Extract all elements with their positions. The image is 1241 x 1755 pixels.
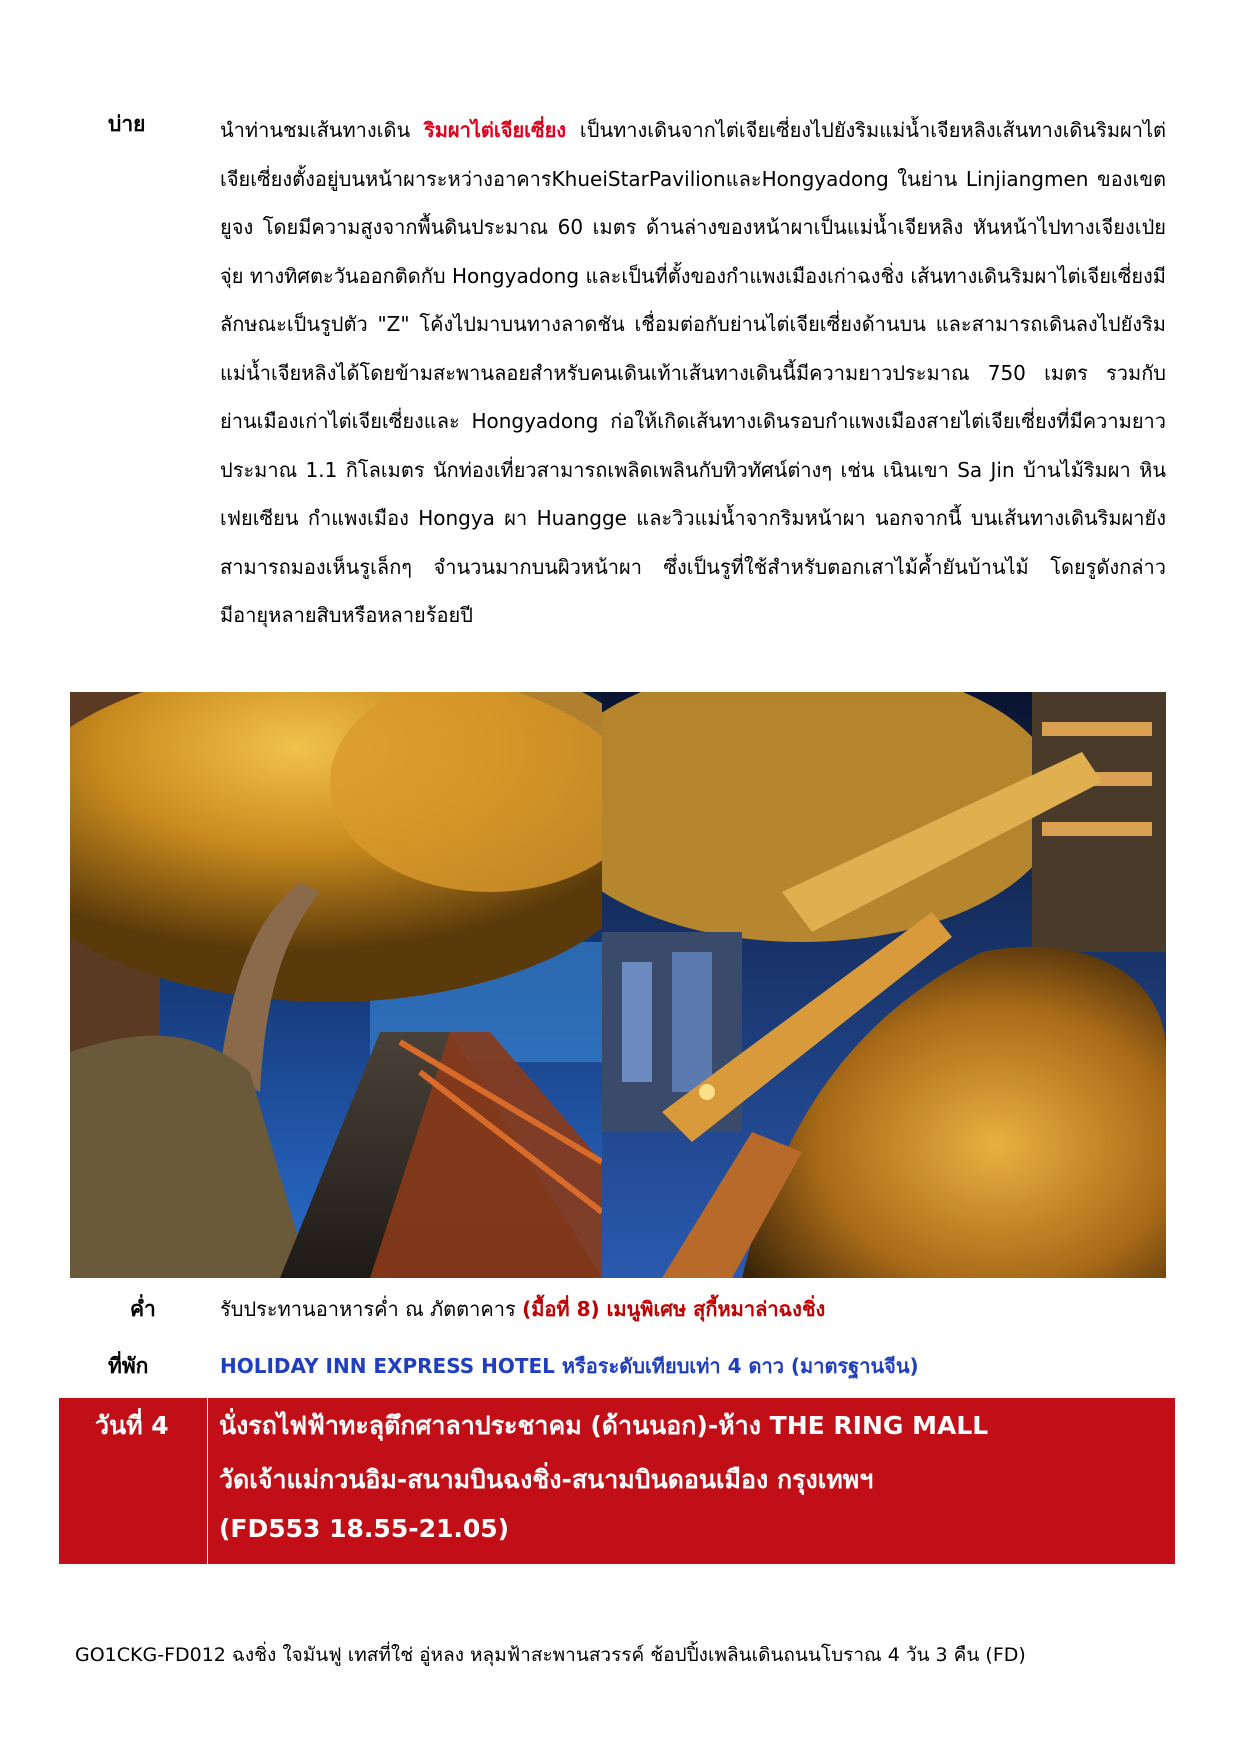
banner-divider: [207, 1398, 208, 1564]
description-intro: นำท่านชมเส้นทางเดิน: [220, 118, 424, 142]
hotel-label: ที่พัก: [108, 1354, 149, 1378]
day4-line-1: นั่งรถไฟฟ้าทะลุตึกศาลาประชาคม (ด้านนอก)-ห้าง THE RING MALL: [219, 1411, 989, 1440]
cliff-walkway-description: [220, 106, 1166, 640]
day4-label: วันที่ 4: [95, 1411, 169, 1440]
zigzag-stairway-photo: [602, 692, 1166, 1278]
night-tree-walkway-photo: [70, 692, 602, 1278]
cliff-walkway-highlight: ริมผาไต่เจียเซี่ยง: [423, 118, 567, 142]
dinner-row: [220, 1293, 825, 1325]
day4-line-2: วัดเจ้าแม่กวนอิม-สนามบินฉงชิ่ง-สนามบินดอนเมือง กรุงเทพฯ: [219, 1465, 874, 1494]
dinner-text: รับประทานอาหารค่ำ ณ ภัตตาคาร: [220, 1297, 523, 1321]
cliff-walkway-photos: [70, 692, 1166, 1278]
day4-banner: [59, 1398, 1175, 1564]
day4-line-3: (FD553 18.55-21.05): [219, 1514, 510, 1543]
dinner-menu-note: (มื้อที่ 8) เมนูพิเศษ สุกี้หมาล่าฉงชิ่ง: [522, 1297, 826, 1321]
dinner-label: ค่ำ: [130, 1297, 156, 1321]
hotel-name: HOLIDAY INN EXPRESS HOTEL หรือระดับเทียบเท่า 4 ดาว (มาตรฐานจีน): [220, 1354, 919, 1378]
afternoon-label: บ่าย: [108, 112, 146, 136]
page-footer: GO1CKG-FD012 ฉงชิ่ง ใจมันฟู เทสที่ใช่ อู่หลง หลุมฟ้าสะพานสวรรค์ ช้อปปิ้งเพลินเดินถนนโบราณ 4 วัน 3 คืน (FD): [75, 1644, 1026, 1666]
description-body: เป็นทางเดินจากไต่เจียเซี่ยงไปยังริมแม่น้ำเจียหลิงเส้นทางเดินริมผาไต่เจียเซี่ยงตั้งอยู่บนหน้าผาระหว่างอาคารKhueiStarPavilionและHongyadong ในย่าน Linjiangmen ของเขตยูจง โดยมีความสูงจากพื้นดินประมาณ 60 เมตร ด้านล่างของหน้าผาเป็นแม่น้ำเจียหลิง หันหน้าไปทางเจียงเป่ยจุ่ย ทางทิศตะวันออกติดกับ Hongyadong และเป็นที่ตั้งของกำแพงเมืองเก่าฉงชิ่ง เส้นทางเดินริมผาไต่เจียเซี่ยงมีลักษณะเป็นรูปตัว "Z" โค้งไปมาบนทางลาดชัน เชื่อมต่อกับย่านไต่เจียเซี่ยงด้านบน และสามารถเดินลงไปยังริมแม่น้ำเจียหลิงได้โดยข้ามสะพานลอยสำหรับคนเดินเท้าเส้นทางเดินนี้มีความยาวประมาณ 750 เมตร รวมกับย่านเมืองเก่าไต่เจียเซี่ยงและ Hongyadong ก่อให้เกิดเส้นทางเดินรอบกำแพงเมืองสายไต่เจียเซี่ยงที่มีความยาวประมาณ 1.1 กิโลเมตร นักท่องเที่ยวสามารถเพลิดเพลินกับทิวทัศน์ต่างๆ เช่น เนินเขา Sa Jin บ้านไม้ริมผา หินเฟยเซียน กำแพงเมือง Hongya ผา Huangge และวิวแม่น้ำจากริมหน้าผา นอกจากนี้ บนเส้นทางเดินริมผายังสามารถมองเห็นรูเล็กๆ จำนวนมากบนผิวหน้าผา ซึ่งเป็นรูที่ใช้สำหรับตอกเสาไม้ค้ำยันบ้านไม้ โดยรูดังกล่าวมีอายุหลายสิบหรือหลายร้อยปี: [220, 118, 1166, 627]
